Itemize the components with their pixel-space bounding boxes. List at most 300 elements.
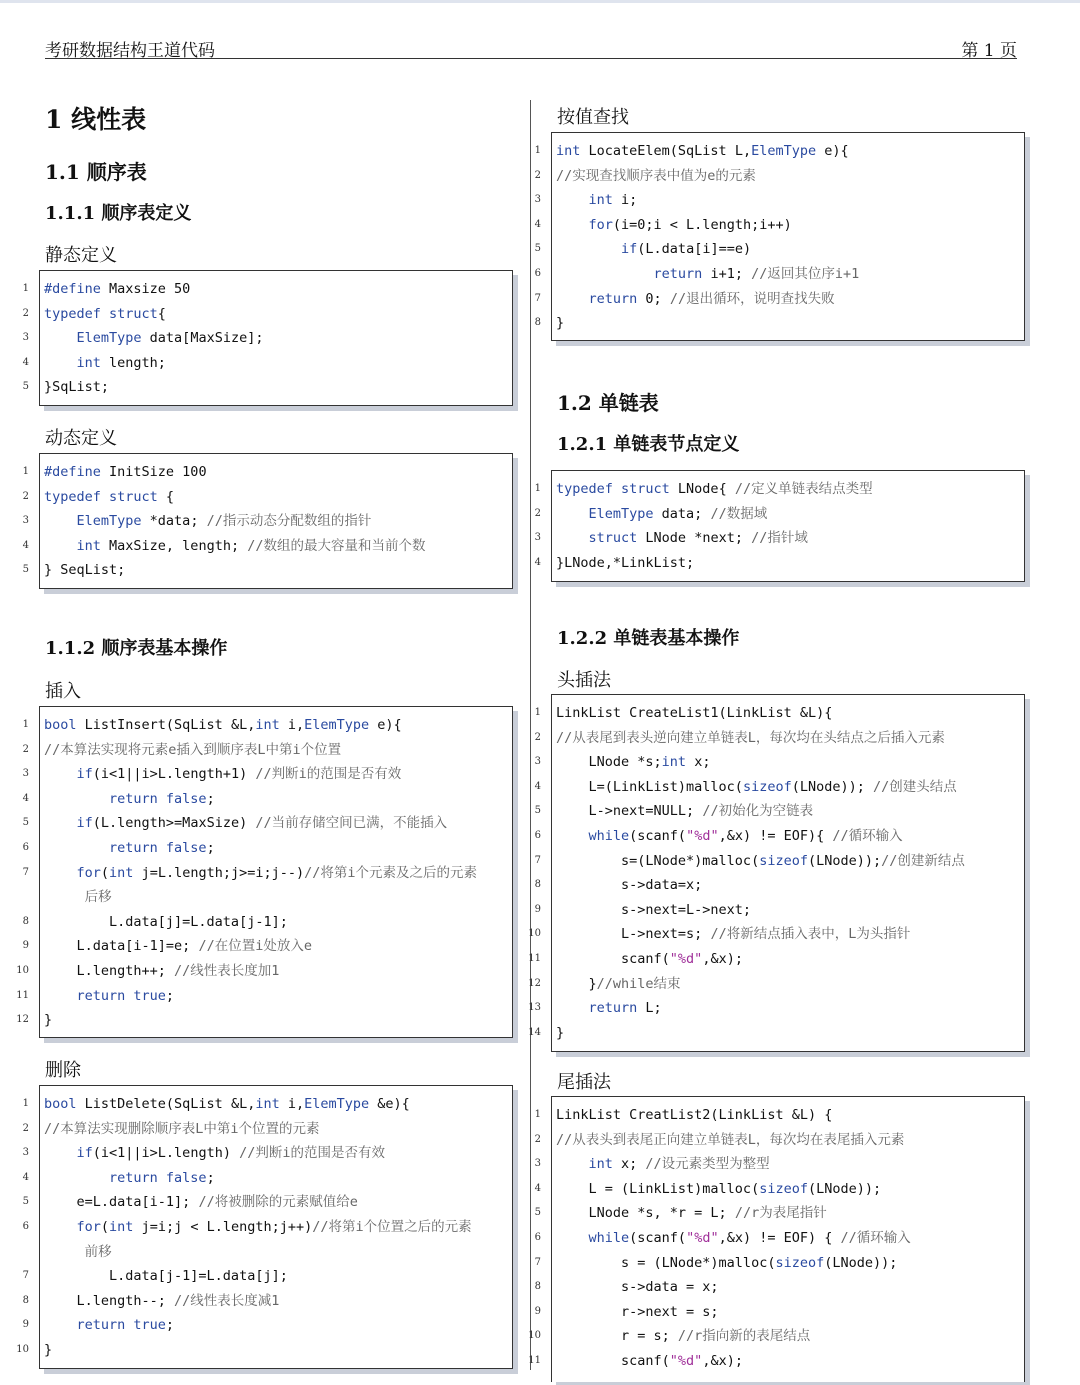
code-comment: 后移 [44, 889, 112, 906]
subsection-heading-definition: 1.1.1 顺序表定义 [45, 203, 192, 224]
code-text [556, 1000, 589, 1016]
code-line [44, 460, 207, 484]
code-text [556, 291, 589, 307]
code-comment: //r为表尾指针 [734, 1205, 827, 1222]
line-number: 1 [22, 283, 29, 294]
code-comment: //while结束 [596, 975, 681, 992]
code-text [44, 791, 109, 807]
code-text: L; [637, 1000, 662, 1017]
code-line [556, 726, 945, 750]
code-line [44, 861, 477, 885]
code-comment: //数组的最大容量和当前个数 [247, 537, 426, 554]
code-comment: //将第i个元素及之后的元素 [304, 864, 478, 881]
code-text: i; [612, 192, 638, 209]
code-text [44, 766, 77, 782]
code-keyword: int [76, 354, 101, 371]
line-number: 4 [22, 356, 29, 368]
code-line [556, 188, 637, 212]
line-number: 6 [534, 830, 541, 841]
code-comment: //创建新结点 [881, 852, 965, 869]
code-line [556, 287, 835, 311]
code-line [556, 1349, 743, 1373]
code-comment: //循环输入 [832, 828, 903, 844]
top-edge [0, 0, 1080, 3]
code-text [556, 217, 589, 233]
code-line [44, 534, 425, 558]
code-text: ListDelete(SqList &L, [76, 1096, 256, 1112]
code-text: scanf( [556, 951, 670, 967]
line-number: 9 [22, 1319, 29, 1331]
code-text: *data; [141, 513, 207, 530]
code-comment: //在位置i处放入e [198, 938, 312, 955]
code-keyword: int [255, 717, 280, 733]
code-text: InitSize 100 [100, 464, 207, 480]
code-line [556, 701, 832, 725]
code-line [556, 477, 873, 501]
code-string: "%d" [686, 1230, 719, 1246]
code-line [44, 738, 341, 762]
code-string: "%d" [669, 1353, 703, 1369]
label-dynamic-definition: 动态定义 [45, 428, 117, 449]
code-text [556, 1156, 589, 1172]
line-number: 8 [534, 317, 541, 329]
code-keyword: int [109, 1219, 134, 1235]
code-comment: //设元素类型为整型 [645, 1156, 770, 1173]
code-keyword: bool [44, 1096, 77, 1112]
code-line [556, 1152, 770, 1176]
code-text: ,&x); [702, 1353, 743, 1369]
code-text: } [556, 1024, 565, 1041]
code-keyword: ElemType [751, 143, 817, 159]
line-number: 3 [22, 332, 29, 344]
code-line [44, 1166, 215, 1190]
line-number: 6 [22, 1221, 29, 1232]
page-number: 第 1 页 [961, 41, 1017, 61]
code-text [556, 241, 621, 257]
code-text: ( [100, 1219, 110, 1235]
code-text [44, 513, 77, 529]
code-keyword: int [588, 1156, 613, 1173]
code-block-list-delete [39, 1085, 513, 1369]
code-text: }LNode,*LinkList; [556, 554, 695, 571]
code-text: i+1; [702, 266, 752, 282]
code-text [556, 1230, 589, 1246]
code-text [44, 840, 109, 856]
code-text: MaxSize, length; [100, 537, 248, 554]
code-keyword: for [76, 864, 101, 881]
line-number: 1 [534, 707, 541, 718]
code-keyword: typedef struct [556, 481, 670, 497]
code-comment: //判断i的范围是否有效 [239, 1145, 385, 1162]
code-text [44, 815, 77, 831]
line-number: 7 [534, 1256, 541, 1268]
line-number: 5 [534, 805, 541, 817]
line-number: 1 [534, 483, 541, 494]
code-comment: //从表头到表尾正向建立单链表L，每次均在表尾插入元素 [556, 1131, 905, 1148]
code-line [44, 1313, 174, 1337]
code-text: } [44, 1012, 53, 1029]
code-line [556, 799, 813, 823]
code-text: (L.length>=MaxSize) [92, 815, 256, 832]
code-line [556, 996, 662, 1020]
line-number: 4 [534, 218, 541, 230]
code-text: e=L.data[i-1]; [44, 1194, 199, 1211]
line-number: 7 [22, 866, 29, 878]
code-text [44, 1219, 77, 1235]
code-text: s=(LNode*)malloc( [556, 852, 760, 869]
code-comment: //数据域 [710, 505, 768, 522]
code-line [44, 713, 402, 737]
code-keyword: if [621, 241, 638, 258]
line-number: 7 [22, 1270, 29, 1282]
line-number: 2 [534, 731, 541, 743]
code-comment: //将新结点插入表中，L为头指针 [710, 926, 911, 943]
line-number: 5 [22, 1196, 29, 1208]
code-text: { [157, 488, 175, 505]
code-comment: //本算法实现将元素e插入到顺序表L中第i个位置 [44, 741, 342, 758]
line-number: 8 [534, 1281, 541, 1293]
line-number: 12 [16, 1014, 29, 1026]
code-text [556, 828, 589, 844]
line-number: 6 [534, 268, 541, 279]
code-text: (i=0;i < L.length;i++) [612, 216, 792, 233]
code-comment: //本算法实现删除顺序表L中第i个位置的元素 [44, 1120, 320, 1137]
code-line [556, 1021, 564, 1045]
code-text [556, 266, 654, 282]
code-keyword: int [588, 192, 613, 209]
code-string: "%d" [686, 828, 719, 844]
code-keyword: return false [109, 790, 207, 807]
code-text: scanf( [556, 1353, 670, 1369]
code-comment: 前移 [44, 1243, 112, 1260]
code-text [556, 506, 589, 522]
code-text: r->next = s; [556, 1303, 719, 1320]
label-head-insert: 头插法 [557, 670, 611, 691]
code-keyword: return [588, 290, 638, 307]
line-number: 3 [534, 1158, 541, 1170]
line-number: 3 [22, 768, 29, 780]
line-number: 2 [22, 490, 29, 502]
label-insert: 插入 [45, 681, 81, 702]
code-line [44, 1338, 52, 1362]
line-number: 6 [22, 842, 29, 853]
code-text: data[MaxSize]; [141, 330, 264, 347]
code-line [556, 972, 681, 996]
code-line [44, 351, 166, 375]
code-block-locate-elem [551, 132, 1025, 341]
code-text: j=L.length;j>=i;j--) [133, 864, 305, 881]
line-number: 8 [22, 915, 29, 927]
code-text [44, 330, 77, 346]
code-keyword: if [76, 815, 93, 832]
code-text: (scanf( [629, 828, 687, 844]
code-line [556, 311, 564, 335]
line-number: 11 [528, 953, 541, 964]
code-text: LinkList CreatList2(LinkList &L) { [556, 1107, 833, 1123]
code-text [44, 1145, 77, 1161]
code-line [556, 873, 702, 897]
code-text: LinkList CreateList1(LinkList &L){ [556, 705, 833, 721]
line-number: 1 [22, 466, 29, 477]
line-number: 5 [22, 381, 29, 393]
code-block-create-list-head [551, 694, 1025, 1052]
code-text: s = (LNode*)malloc( [556, 1254, 776, 1271]
section-heading-sequential-list: 1.1 顺序表 [45, 160, 147, 184]
code-text [556, 530, 589, 546]
code-keyword: if [76, 766, 93, 783]
code-line [44, 277, 190, 301]
code-text: Maxsize 50 [100, 281, 191, 297]
code-block-create-list-tail [551, 1096, 1025, 1382]
code-keyword: return true [76, 1317, 166, 1334]
label-delete: 删除 [45, 1060, 81, 1081]
code-block-list-insert [39, 706, 513, 1038]
code-text [44, 538, 77, 554]
code-keyword: int [661, 754, 687, 771]
code-keyword: ElemType [76, 513, 142, 530]
line-number: 1 [22, 719, 29, 730]
code-line [44, 910, 288, 934]
line-number: 2 [22, 743, 29, 755]
code-comment: //返回其位序i+1 [751, 266, 860, 282]
code-comment: //退出循环，说明查找失败 [669, 290, 835, 307]
code-keyword: if [76, 1145, 93, 1162]
line-number: 9 [534, 1305, 541, 1317]
code-keyword: return [653, 266, 703, 282]
code-line [556, 1275, 719, 1299]
code-line [556, 1300, 719, 1324]
code-text: } SeqList; [44, 562, 126, 579]
code-keyword: return [588, 1000, 638, 1017]
line-number: 14 [528, 1026, 541, 1038]
code-line [44, 1190, 358, 1214]
code-text: i, [279, 1096, 305, 1112]
code-line [556, 526, 808, 550]
code-line [44, 1141, 385, 1165]
code-text: L->next=s; [556, 926, 711, 943]
line-number: 2 [22, 1122, 29, 1134]
code-keyword: sizeof [759, 1180, 808, 1197]
code-keyword: sizeof [759, 852, 808, 869]
code-comment: //初始化为空链表 [702, 803, 814, 820]
code-text: L = (LinkList)malloc( [556, 1180, 760, 1197]
code-keyword: typedef struct [44, 305, 158, 322]
code-text: (i<1||i>L.length) [92, 1145, 240, 1162]
code-keyword: ElemType [304, 1096, 370, 1112]
line-number: 4 [534, 556, 541, 568]
code-line [556, 1128, 904, 1152]
code-line [556, 164, 756, 188]
line-number: 9 [534, 903, 541, 915]
code-text: j=i;j < L.length;j++) [133, 1219, 313, 1235]
code-text: LocateElem(SqList L, [580, 143, 752, 159]
line-number: 10 [528, 928, 541, 940]
line-number: 4 [22, 792, 29, 804]
code-line [556, 262, 859, 286]
code-text: (scanf( [629, 1230, 687, 1246]
code-keyword: ElemType [76, 330, 142, 347]
code-keyword: return true [76, 987, 166, 1004]
line-number: 4 [534, 780, 541, 792]
line-number: 5 [534, 243, 541, 255]
code-line [44, 326, 263, 350]
code-comment: //定义单链表结点类型 [734, 481, 873, 497]
line-number: 3 [22, 1147, 29, 1159]
code-line [44, 1240, 112, 1264]
code-text [44, 355, 77, 371]
code-keyword: #define [44, 464, 101, 480]
code-text: 0; [637, 290, 670, 307]
code-line [44, 1264, 288, 1288]
line-number: 2 [22, 307, 29, 319]
page-header [45, 36, 1017, 59]
code-line [44, 1289, 279, 1313]
code-line [556, 551, 694, 575]
line-number: 8 [534, 879, 541, 891]
code-keyword: #define [44, 281, 101, 297]
code-text: ; [165, 1317, 175, 1334]
code-line [556, 849, 965, 873]
code-keyword: int [255, 1096, 280, 1112]
code-text: { [157, 305, 166, 322]
code-text: (LNode)); [824, 1254, 898, 1271]
code-line [44, 934, 312, 958]
code-text: LNode *s; [556, 754, 662, 771]
code-text: }SqList; [44, 379, 110, 396]
line-number: 7 [534, 292, 541, 304]
line-number: 10 [528, 1330, 541, 1342]
code-line [556, 775, 957, 799]
code-line [44, 1092, 410, 1116]
code-text: s->data = x; [556, 1279, 719, 1296]
code-line [44, 302, 166, 326]
code-comment: //指针域 [751, 530, 808, 547]
code-line [44, 558, 125, 582]
code-text: i, [279, 717, 305, 733]
code-text: } [44, 1342, 53, 1358]
code-comment: //线性表长度减1 [174, 1292, 280, 1309]
code-line [44, 1008, 52, 1032]
code-text: ; [165, 987, 175, 1004]
code-keyword: int [109, 864, 134, 881]
code-comment: //判断i的范围是否有效 [255, 766, 402, 783]
line-number: 2 [534, 507, 541, 519]
line-number: 6 [534, 1232, 541, 1243]
line-number: 4 [534, 1182, 541, 1194]
code-line [556, 947, 743, 971]
label-tail-insert: 尾插法 [557, 1072, 611, 1093]
code-line [44, 811, 447, 835]
code-keyword: bool [44, 717, 77, 733]
code-text: (i<1||i>L.length+1) [92, 766, 256, 783]
code-keyword: typedef struct [44, 488, 158, 505]
line-number: 9 [22, 940, 29, 952]
line-number: 13 [528, 1002, 541, 1014]
code-text: (LNode)); [807, 1180, 882, 1197]
code-comment: //将第i个位置之后的元素 [312, 1219, 472, 1235]
code-text: r = s; [556, 1328, 678, 1345]
line-number: 3 [534, 194, 541, 206]
code-text: e){ [816, 143, 849, 159]
code-line [44, 885, 112, 909]
code-text: } [556, 975, 597, 992]
code-text: LNode{ [669, 481, 735, 497]
code-comment: //实现查找顺序表中值为e的元素 [556, 167, 756, 184]
code-text: e){ [369, 717, 402, 733]
code-block-static-definition [39, 270, 513, 406]
line-number: 8 [22, 1294, 29, 1306]
code-text: s->next=L->next; [556, 901, 752, 918]
code-line [556, 1251, 897, 1275]
code-comment: //将被删除的元素赋值给e [198, 1194, 358, 1211]
code-comment: //线性表长度加1 [174, 963, 280, 979]
line-number: 10 [16, 965, 29, 976]
code-line [44, 959, 279, 983]
code-text: ; [206, 840, 215, 856]
code-keyword: for [588, 216, 613, 233]
code-comment: //指示动态分配数组的指针 [206, 513, 372, 530]
code-line [556, 750, 710, 774]
line-number: 3 [534, 756, 541, 768]
line-number: 12 [528, 977, 541, 989]
code-text: ( [100, 864, 110, 881]
code-text [44, 1170, 109, 1186]
code-keyword: sizeof [742, 778, 792, 795]
line-number: 3 [22, 515, 29, 527]
code-keyword: for [76, 1219, 101, 1235]
code-line [44, 375, 109, 399]
line-number: 5 [22, 817, 29, 829]
code-line [44, 836, 215, 860]
code-keyword: int [76, 537, 101, 554]
code-text: L.data[j]=L.data[j-1]; [44, 913, 288, 930]
section-heading-linked-list: 1.2 单链表 [557, 391, 659, 415]
code-text: length; [100, 354, 166, 371]
line-number: 1 [22, 1098, 29, 1109]
code-line [44, 1215, 472, 1239]
code-comment: //从表尾到表头逆向建立单链表L，每次均在头结点之后插入元素 [556, 729, 945, 746]
subsection-heading-basic-operations: 1.1.2 顺序表基本操作 [45, 638, 228, 659]
code-keyword: struct [588, 530, 638, 547]
code-line [556, 139, 849, 163]
code-line [44, 485, 174, 509]
code-text [44, 1317, 77, 1333]
code-text: ListInsert(SqList &L, [76, 717, 256, 733]
code-line [556, 502, 767, 526]
code-text: L.data[j-1]=L.data[j]; [44, 1268, 288, 1285]
code-line [556, 1103, 832, 1127]
code-keyword: while [588, 828, 630, 844]
code-comment: //创建头结点 [873, 778, 957, 795]
code-line [44, 984, 174, 1008]
code-text: L.data[i-1]=e; [44, 938, 199, 955]
line-number: 5 [22, 564, 29, 576]
code-text: L.length--; [44, 1292, 175, 1309]
code-line [556, 1226, 911, 1250]
code-keyword: return false [109, 1169, 207, 1186]
code-comment: //循环输入 [840, 1230, 911, 1246]
line-number: 4 [22, 539, 29, 551]
line-number: 7 [534, 854, 541, 866]
code-text: ,&x); [702, 951, 743, 967]
code-text: L.length++; [44, 963, 175, 979]
line-number: 10 [16, 1344, 29, 1355]
code-keyword: ElemType [304, 717, 370, 733]
line-number: 11 [16, 989, 29, 1001]
code-comment: //当前存储空间已满，不能插入 [255, 815, 448, 832]
code-text: L=(LinkList)malloc( [556, 778, 743, 795]
code-text: ; [206, 1169, 215, 1186]
